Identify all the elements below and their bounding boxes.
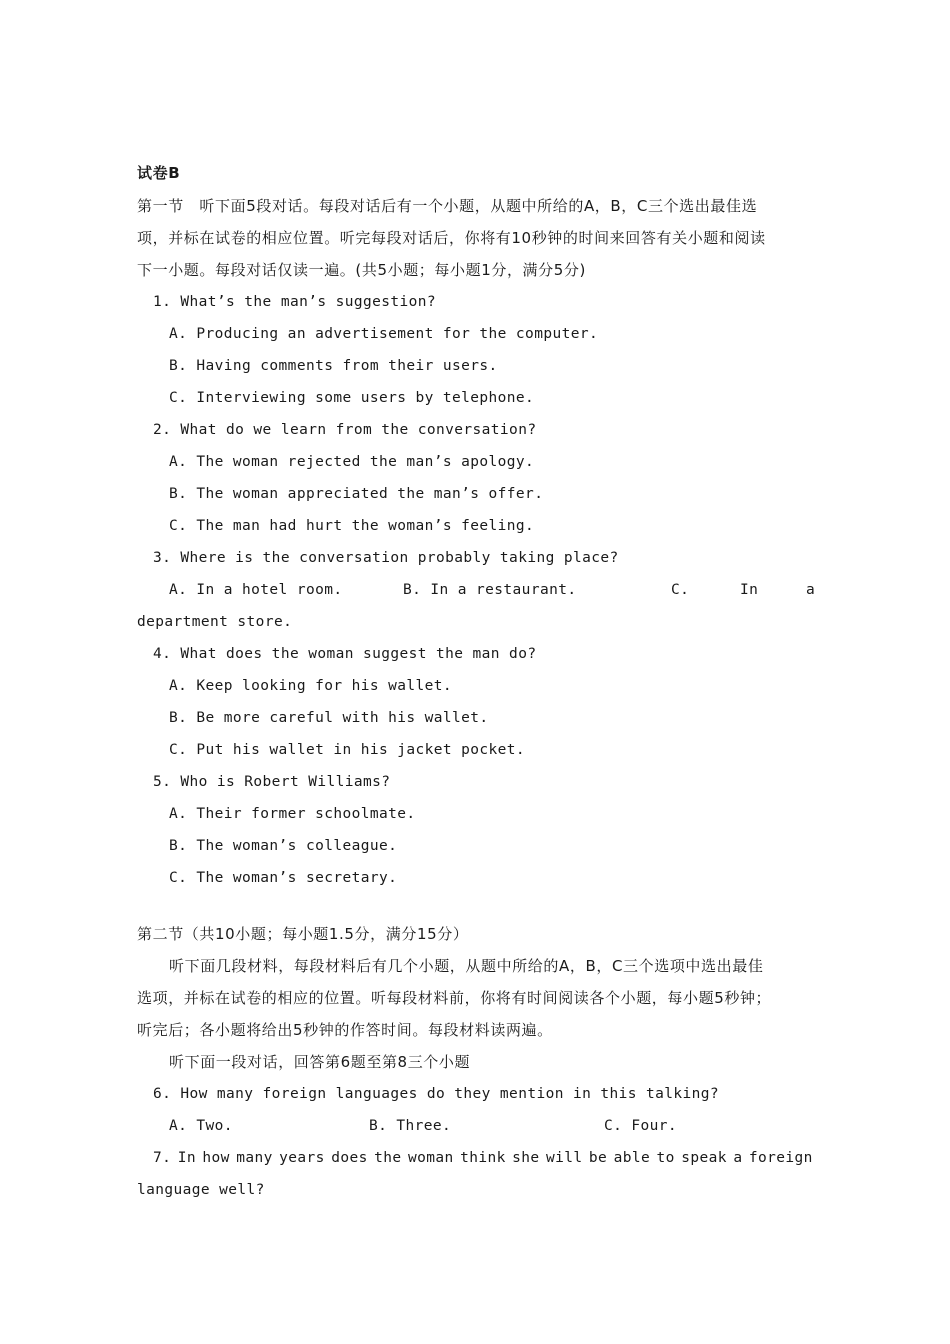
question-3-option-c-label: C. <box>671 582 690 598</box>
q7-word: think <box>460 1150 506 1166</box>
q7-word: woman <box>407 1150 454 1166</box>
question-6-stem: 6. How many foreign languages do they mention in this talking? <box>153 1086 720 1102</box>
question-3-option-a: A. In a hotel room. <box>169 582 343 598</box>
question-3-option-c-word2: a <box>806 582 816 598</box>
question-1-option-c: C. Interviewing some users by telephone. <box>169 390 535 406</box>
q7-word: to <box>656 1150 675 1166</box>
section2-intro-line3: 听完后；各小题将给出5秒钟的作答时间。每段材料读两遍。 <box>137 1021 553 1039</box>
question-6-option-b: B. Three. <box>369 1118 452 1134</box>
section2-intro-line1: 听下面几段材料，每段材料后有几个小题，从题中所给的A，B，C三个选项中选出最佳 <box>169 957 764 975</box>
q7-word: In <box>177 1150 196 1166</box>
q7-word: years <box>279 1150 325 1166</box>
q7-word: a <box>733 1150 743 1166</box>
section1-intro-line2: 项，并标在试卷的相应位置。听完每段对话后，你将有10秒钟的时间来回答有关小题和阅读 <box>137 229 766 247</box>
question-4-stem: 4. What does the woman suggest the man do? <box>153 646 537 662</box>
section2-heading: 第二节（共10小题；每小题1.5分，满分15分） <box>137 925 469 943</box>
q7-word: 7. <box>153 1150 172 1166</box>
q7-word: how <box>202 1150 230 1166</box>
question-4-option-a: A. Keep looking for his wallet. <box>169 678 453 694</box>
question-6-option-a: A. Two. <box>169 1118 233 1134</box>
question-4-option-c: C. Put his wallet in his jacket pocket. <box>169 742 526 758</box>
question-6-option-c: C. Four. <box>604 1118 678 1134</box>
section1-intro-line1: 第一节 听下面5段对话。每段对话后有一个小题，从题中所给的A，B，C三个选出最佳选 <box>137 197 758 215</box>
q7-word: able <box>613 1150 651 1166</box>
q7-word: many <box>236 1150 273 1166</box>
q7-word: does <box>331 1150 368 1166</box>
section2-instruction: 听下面一段对话，回答第6题至第8三个小题 <box>169 1053 471 1071</box>
q7-word: foreign <box>748 1150 813 1166</box>
section2-intro-line2: 选项，并标在试卷的相应的位置。听每段材料前，你将有时间阅读各个小题，每小题5秒钟； <box>137 989 772 1007</box>
question-2-option-c: C. The man had hurt the woman’s feeling. <box>169 518 535 534</box>
question-2-option-a: A. The woman rejected the man’s apology. <box>169 454 535 470</box>
question-5-stem: 5. Who is Robert Williams? <box>153 774 391 790</box>
section1-intro-line3: 下一小题。每段对话仅读一遍。(共5小题；每小题1分，满分5分) <box>137 261 586 279</box>
question-7-stem <box>153 1149 813 1167</box>
question-3-option-c-word1: In <box>740 582 759 598</box>
question-1-stem: 1. What’s the man’s suggestion? <box>153 294 437 310</box>
question-5-option-c: C. The woman’s secretary. <box>169 870 398 886</box>
q7-word: speak <box>681 1150 727 1166</box>
question-2-option-b: B. The woman appreciated the man’s offer. <box>169 486 544 502</box>
q7-word: will <box>545 1150 583 1166</box>
question-3-option-b: B. In a restaurant. <box>403 582 577 598</box>
question-7-continuation: language well? <box>137 1182 265 1198</box>
question-1-option-b: B. Having comments from their users. <box>169 358 498 374</box>
question-3-stem: 3. Where is the conversation probably taking place? <box>153 550 619 566</box>
question-4-option-b: B. Be more careful with his wallet. <box>169 710 489 726</box>
q7-word: be <box>588 1150 608 1166</box>
question-5-option-b: B. The woman’s colleague. <box>169 838 398 854</box>
question-1-option-a: A. Producing an advertisement for the computer. <box>169 326 599 342</box>
question-3-option-c-continuation: department store. <box>137 614 293 630</box>
q7-word: the <box>374 1150 402 1166</box>
question-5-option-a: A. Their former schoolmate. <box>169 806 416 822</box>
question-2-stem: 2. What do we learn from the conversation? <box>153 422 537 438</box>
paper-title: 试卷B <box>137 164 181 182</box>
q7-word: she <box>512 1150 540 1166</box>
